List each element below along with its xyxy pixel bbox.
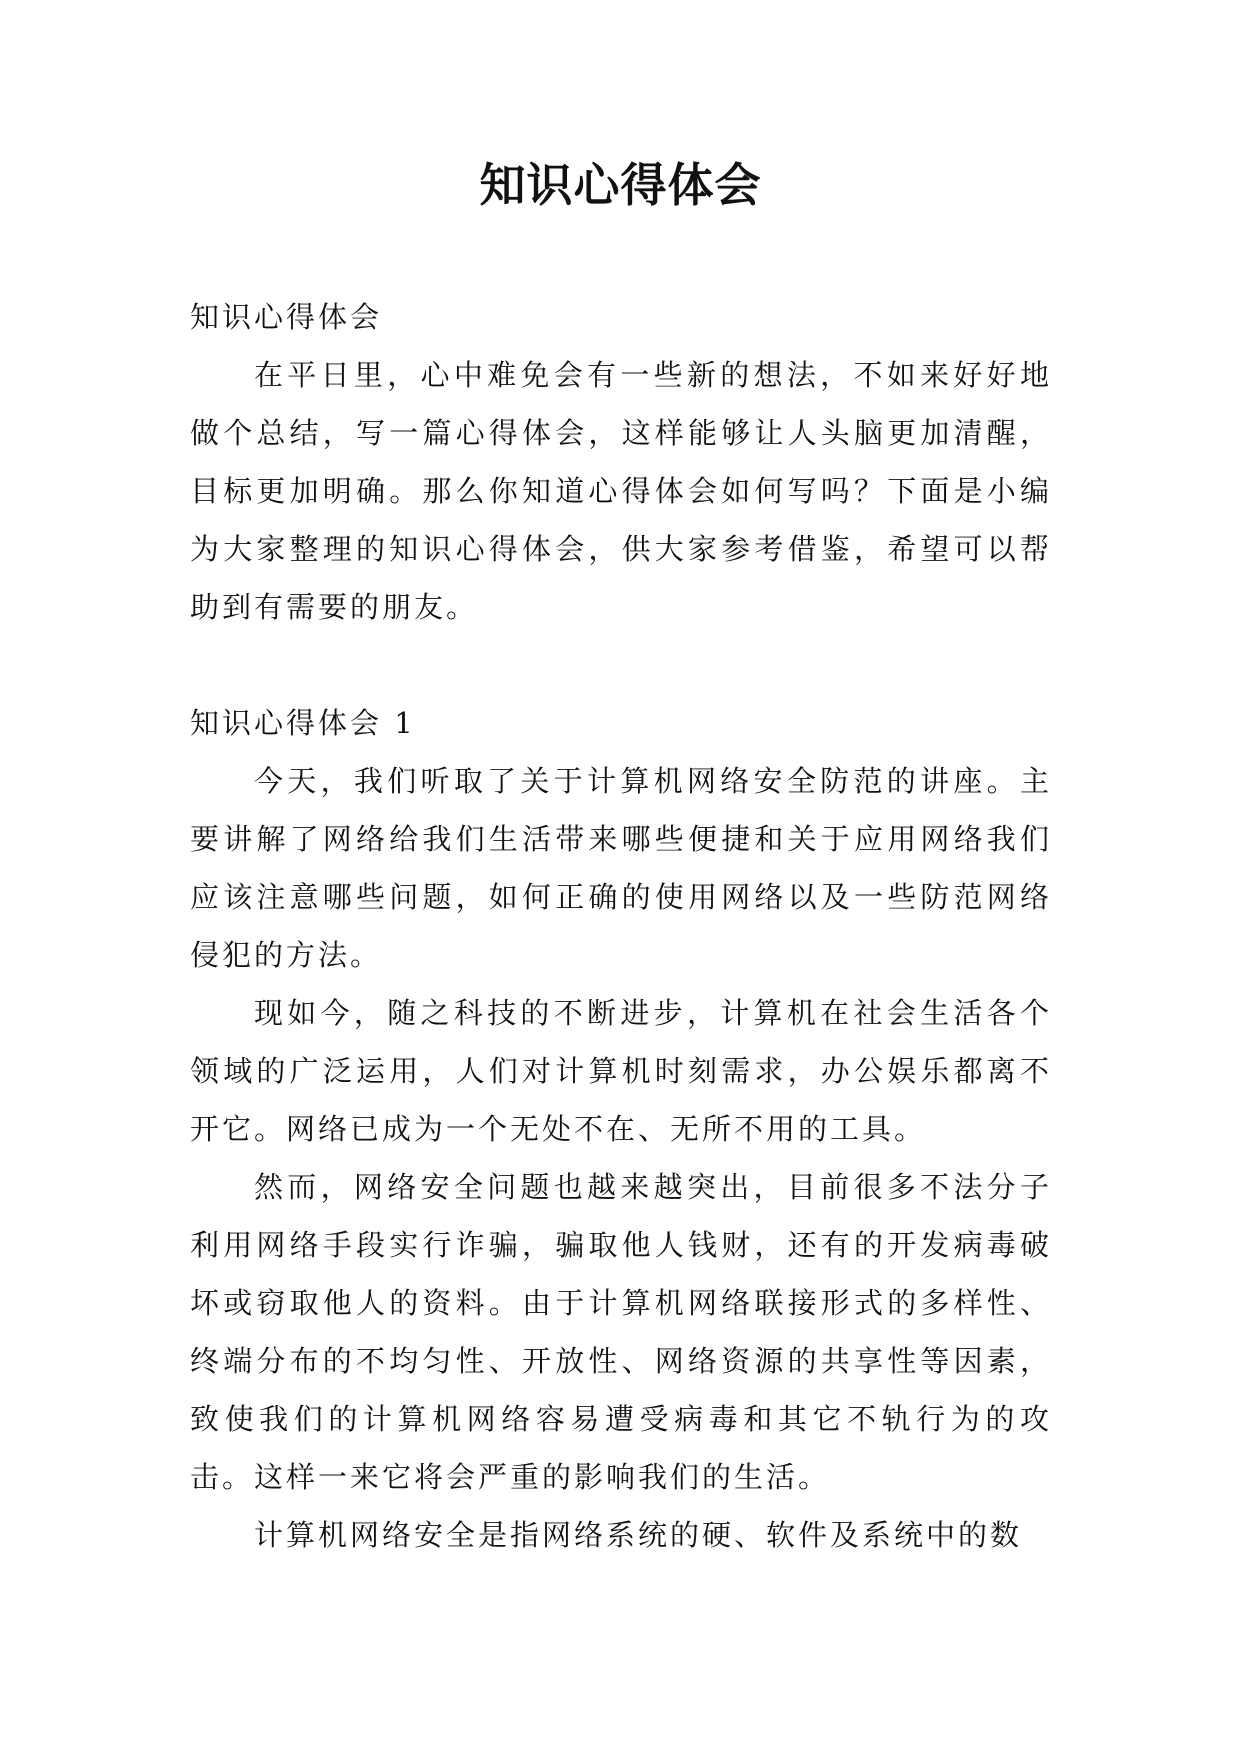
section1-paragraph-4: 计算机网络安全是指网络系统的硬、软件及系统中的数 <box>254 1518 1023 1552</box>
section1-heading: 知识心得体会 1 <box>190 706 416 740</box>
document-title: 知识心得体会 <box>479 158 762 212</box>
section1-paragraph-1: 今天，我们听取了关于计算机网络安全防范的讲座。主要讲解了网络给我们生活带来哪些便捷和关于应用网络我们应该注意哪些问题，如何正确的使用网络以及一些防范网络侵犯的方法。 <box>190 764 1052 972</box>
section1-paragraph-3: 然而，网络安全问题也越来越突出，目前很多不法分子利用网络手段实行诈骗，骗取他人钱财，还有的开发病毒破坏或窃取他人的资料。由于计算机网络联接形式的多样性、终端分布的不均匀性、开放性、网络资源的共享性等因素，致使我们的计算机网络容易遭受病毒和其它不轨行为的攻击。这样一来它将会严重的影响我们的生活。 <box>190 1170 1052 1494</box>
section-spacer <box>190 636 1052 694</box>
intro-paragraph: 在平日里，心中难免会有一些新的想法，不如来好好地做个总结，写一篇心得体会，这样能够让人头脑更加清醒，目标更加明确。那么你知道心得体会如何写吗？下面是小编为大家整理的知识心得体会，供大家参考借鉴，希望可以帮助到有需要的朋友。 <box>190 358 1052 624</box>
section1-paragraph-2: 现如今，随之科技的不断进步，计算机在社会生活各个领域的广泛运用，人们对计算机时刻需求，办公娱乐都离不开它。网络已成为一个无处不在、无所不用的工具。 <box>190 996 1052 1146</box>
document-body <box>190 288 1052 1564</box>
intro-heading: 知识心得体会 <box>190 300 383 334</box>
